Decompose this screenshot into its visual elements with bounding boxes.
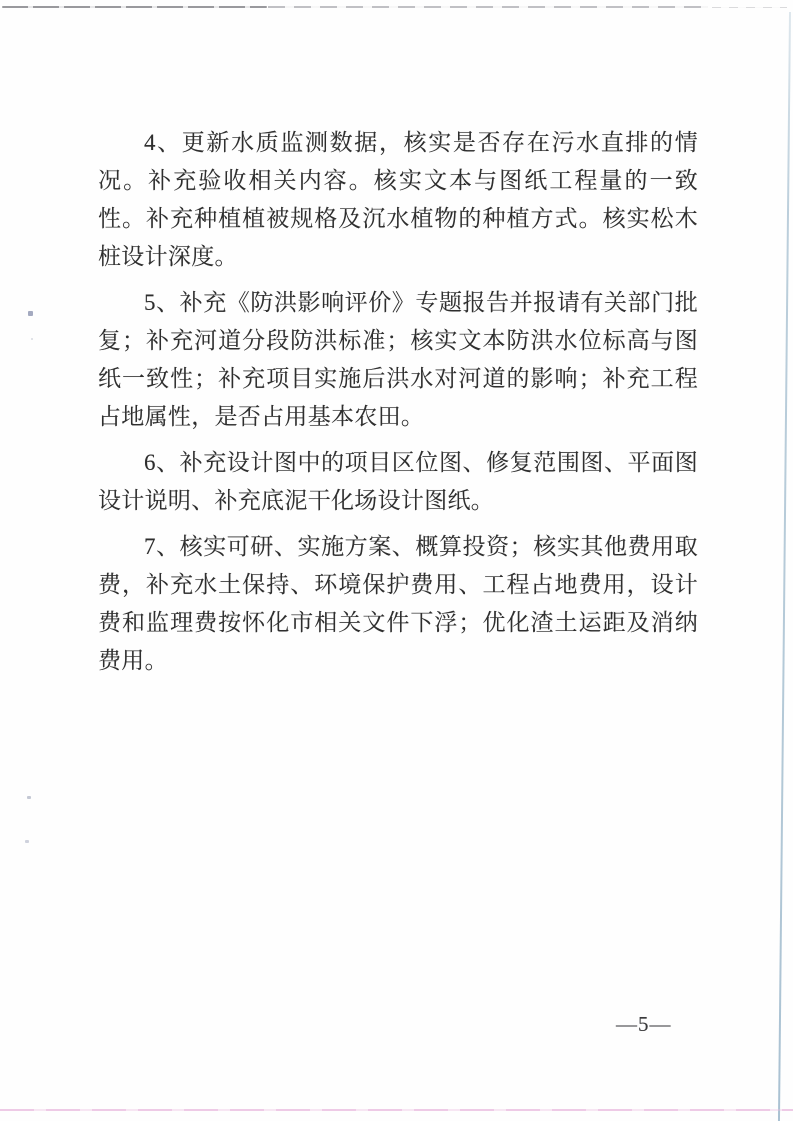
scan-speck <box>28 311 33 316</box>
scan-speck <box>27 796 31 799</box>
scan-speck <box>31 338 33 340</box>
paragraph-item-6: 6、补充设计图中的项目区位图、修复范围图、平面图设计说明、补充底泥干化场设计图纸。 <box>98 450 698 513</box>
scan-artifact-top-edge-left <box>2 6 267 8</box>
paragraph-item-4: 4、更新水质监测数据，核实是否存在污水直排的情况。补充验收相关内容。核实文本与图纸工程量的一致性。补充种植植被规格及沉水植物的种植方式。核实松木桩设计深度。 <box>98 130 698 269</box>
scan-artifact-top-edge-right <box>712 7 787 8</box>
scan-speck <box>25 840 29 843</box>
paragraph-item-5: 5、补充《防洪影响评价》专题报告并报请有关部门批复；补充河道分段防洪标准；核实文本防洪水位标高与图纸一致性；补充项目实施后洪水对河道的影响；补充工程占地属性，是否占用基本农田。 <box>98 290 698 429</box>
scan-artifact-top-edge-middle <box>268 6 708 8</box>
document-body <box>98 124 698 688</box>
paragraph-item-7: 7、核实可研、实施方案、概算投资；核实其他费用取费，补充水土保持、环境保护费用、工程占地费用，设计费和监理费按怀化市相关文件下浮；优化渣土运距及消纳费用。 <box>98 534 698 673</box>
page-number: —5— <box>616 1012 672 1036</box>
scan-artifact-right-page-edge <box>778 12 791 1121</box>
scan-artifact-bottom-pink-line <box>0 1109 793 1111</box>
